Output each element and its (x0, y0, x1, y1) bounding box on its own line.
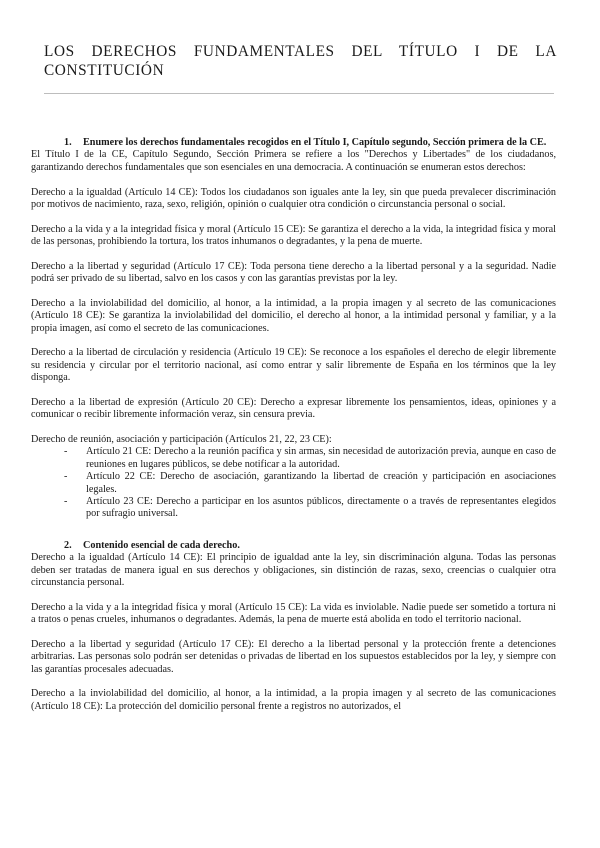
paragraph-libertad-contenido: Derecho a la libertad y seguridad (Artículo 17 CE): El derecho a la libertad personal y la protección frente a detenciones arbitrarias. Las personas solo podrán ser detenidas o privadas de libertad en los supuestos establecidos por la ley, y siempre con las garantías procesales adecuadas. (31, 638, 556, 675)
paragraph-vida-contenido: Derecho a la vida y a la integridad física y moral (Artículo 15 CE): La vida es inviolable. Nadie puede ser sometido a tortura ni a tratos o penas crueles, inhumanos o degradantes. Además, la pena de muerte está abolida en todo el territorio nacional. (31, 601, 556, 626)
list-dash: - (64, 446, 68, 458)
list-item: - Artículo 22 CE: Derecho de asociación, garantizando la libertad de creación y participación en asociaciones legales. (64, 471, 556, 495)
paragraph-vida: Derecho a la vida y a la integridad física y moral (Artículo 15 CE): Se garantiza el derecho a la vida, la integridad física y moral de las personas, prohibiendo la tortura, los tratos inhumanos o degradantes, y la pena de muerte. (31, 223, 556, 248)
document-body (31, 137, 556, 713)
question-2-heading (31, 540, 556, 552)
question-1-number: 1. (64, 137, 72, 148)
question-1-text: Enumere los derechos fundamentales recogidos en el Título I, Capítulo segundo, Sección primera de la CE. (83, 137, 547, 148)
list-dash: - (64, 496, 68, 508)
paragraph-circulacion: Derecho a la libertad de circulación y residencia (Artículo 19 CE): Se reconoce a los españoles el derecho de elegir libremente su residencia y circular por el territorio nacional, así como entrar y salir libremente de España en los términos que la ley disponga. (31, 347, 556, 384)
paragraph-expresion: Derecho a la libertad de expresión (Artículo 20 CE): Derecho a expresar libremente los pensamientos, ideas, opiniones y a comunicar o recibir libremente información veraz, sin censura previa. (31, 396, 556, 421)
page-title: LOS DERECHOS FUNDAMENTALES DEL TÍTULO I DE LA CONSTITUCIÓN (44, 43, 557, 79)
question-2-number: 2. (64, 539, 72, 551)
list-dash: - (64, 471, 68, 483)
paragraph-reunion: Derecho de reunión, asociación y participación (Artículos 21, 22, 23 CE): (31, 433, 332, 445)
title-divider (44, 93, 554, 94)
question-1-heading (31, 137, 556, 149)
paragraph-igualdad: Derecho a la igualdad (Artículo 14 CE): Todos los ciudadanos son iguales ante la ley, sin que pueda prevalecer discriminación por motivos de nacimiento, raza, sexo, religión, opinión o cualquier otra condición o circunstancia personal o social. (31, 186, 556, 210)
paragraph-igualdad-contenido: Derecho a la igualdad (Artículo 14 CE): El principio de igualdad ante la ley, sin discriminación alguna. Todas las personas deben ser tratadas de manera igual en sus derechos y obligaciones, sin distinción de razas, sexo, creencias o cualquier otra circunstancia personal. (31, 552, 556, 589)
article-list (31, 446, 556, 520)
paragraph-domicilio-contenido: Derecho a la inviolabilidad del domicilio, al honor, a la intimidad, a la propia imagen y al secreto de las comunicaciones (Artículo 18 CE): La protección del domicilio personal frente a registros no autorizados, el (31, 688, 556, 712)
list-item: - Artículo 21 CE: Derecho a la reunión pacífica y sin armas, sin necesidad de autorización previa, aunque en caso de reuniones en lugares públicos, se debe notificar a la autoridad. (64, 446, 556, 470)
paragraph-domicilio: Derecho a la inviolabilidad del domicilio, al honor, a la intimidad, a la propia imagen y al secreto de las comunicaciones (Artículo 18 CE): Se garantiza la inviolabilidad del domicilio, el derecho al honor, a la intimidad personal y familiar, y a la propia imagen, así como el secreto de las comunicaciones. (31, 297, 556, 334)
paragraph-libertad: Derecho a la libertad y seguridad (Artículo 17 CE): Toda persona tiene derecho a la libertad personal y a la seguridad. Nadie podrá ser privado de su libertad, salvo en los casos y con las garantías previstas por la ley. (31, 260, 556, 285)
list-item: - Artículo 23 CE: Derecho a participar en los asuntos públicos, directamente o a través de representantes elegidos por sufragio universal. (64, 496, 556, 520)
section-1-intro: El Título I de la CE, Capítulo Segundo, Sección Primera se refiere a los "Derechos y Libertades" de los ciudadanos, garantizando derechos fundamentales que son esenciales en una democracia. A continuación se enumeran estos derechos: (31, 149, 556, 173)
question-2-text: Contenido esencial de cada derecho. (83, 539, 240, 551)
